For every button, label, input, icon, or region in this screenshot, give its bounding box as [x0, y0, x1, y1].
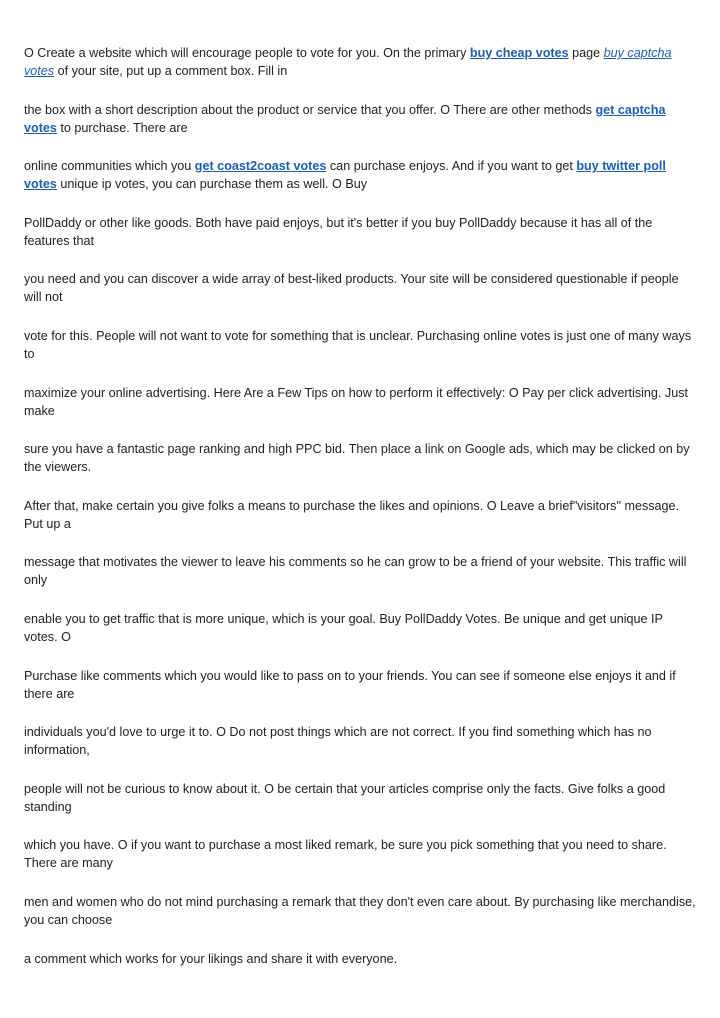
text-run: sure you have a fantastic page ranking and high PPC bid. Then place a link on Google ads, which may be clicked on by the viewers. [24, 442, 690, 475]
paragraph [24, 893, 698, 929]
text-run: unique ip votes, you can purchase them as well. O Buy [56, 177, 368, 192]
link-get-captcha-votes[interactable]: get captcha votes [24, 102, 666, 135]
text-run: Purchase like comments which you would like to pass on to your friends. You can see if someone else enjoys it and if there are [24, 668, 676, 701]
text-run: online communities which you [24, 159, 195, 174]
text-run: vote for this. People will not want to vote for something that is unclear. Purchasing online votes is just one of many ways to [24, 328, 692, 361]
text-run: you need and you can discover a wide array of best-liked products. Your site will be considered questionable if people will not [24, 272, 679, 305]
paragraph [24, 270, 698, 306]
text-run: maximize your online advertising. Here Are a Few Tips on how to perform it effectively: O Pay per click advertising. Just make [24, 385, 689, 418]
paragraph [24, 610, 698, 646]
paragraph [24, 723, 698, 759]
link-buy-twitter-poll-votes[interactable]: buy twitter poll votes [24, 159, 666, 192]
text-run: of your site, put up a comment box. Fill in [54, 64, 288, 78]
text-run: a comment which works for your likings and share it with everyone. [24, 951, 398, 966]
text-run: the box with a short description about the product or service that you offer. O There are other methods [24, 102, 596, 117]
link-buy-captcha-votes[interactable]: buy captcha votes [24, 46, 672, 78]
text-run: enable you to get traffic that is more unique, which is your goal. Buy PollDaddy Votes. Be unique and get unique IP votes. O [24, 611, 663, 644]
text-run: men and women who do not mind purchasing a remark that they don't even care about. By purchasing like merchandise, you can choose [24, 894, 696, 927]
paragraph [24, 384, 698, 420]
paragraph [24, 780, 698, 816]
paragraph [24, 157, 698, 193]
document-body [24, 44, 698, 988]
link-buy-cheap-votes[interactable]: buy cheap votes [469, 46, 569, 60]
paragraph [24, 44, 698, 80]
text-run: page [568, 46, 604, 60]
text-run: After that, make certain you give folks a means to purchase the likes and opinions. O Leave a brief"visitors" message. Put up a [24, 498, 680, 531]
paragraph [24, 214, 698, 250]
text-run: message that motivates the viewer to leave his comments so he can grow to be a friend of your website. This traffic will only [24, 555, 687, 588]
paragraph [24, 327, 698, 363]
text-run: can purchase enjoys. And if you want to get [326, 159, 577, 174]
paragraph [24, 836, 698, 872]
paragraph [24, 440, 698, 476]
paragraph [24, 101, 698, 137]
text-run: PollDaddy or other like goods. Both have paid enjoys, but it's better if you buy PollDaddy because it has all of the features that [24, 215, 653, 248]
paragraph [24, 553, 698, 589]
link-get-coast2coast-votes[interactable]: get coast2coast votes [194, 159, 327, 174]
text-run: people will not be curious to know about it. O be certain that your articles comprise only the facts. Give folks a good standing [24, 781, 666, 814]
text-run: individuals you'd love to urge it to. O Do not post things which are not correct. If you find something which has no information, [24, 725, 652, 758]
text-run: to purchase. There are [56, 120, 188, 135]
text-run: which you have. O if you want to purchase a most liked remark, be sure you pick something that you need to share. There are many [24, 838, 667, 871]
paragraph [24, 950, 698, 968]
paragraph [24, 497, 698, 533]
paragraph [24, 667, 698, 703]
text-run: O Create a website which will encourage people to vote for you. On the primary [24, 46, 470, 60]
